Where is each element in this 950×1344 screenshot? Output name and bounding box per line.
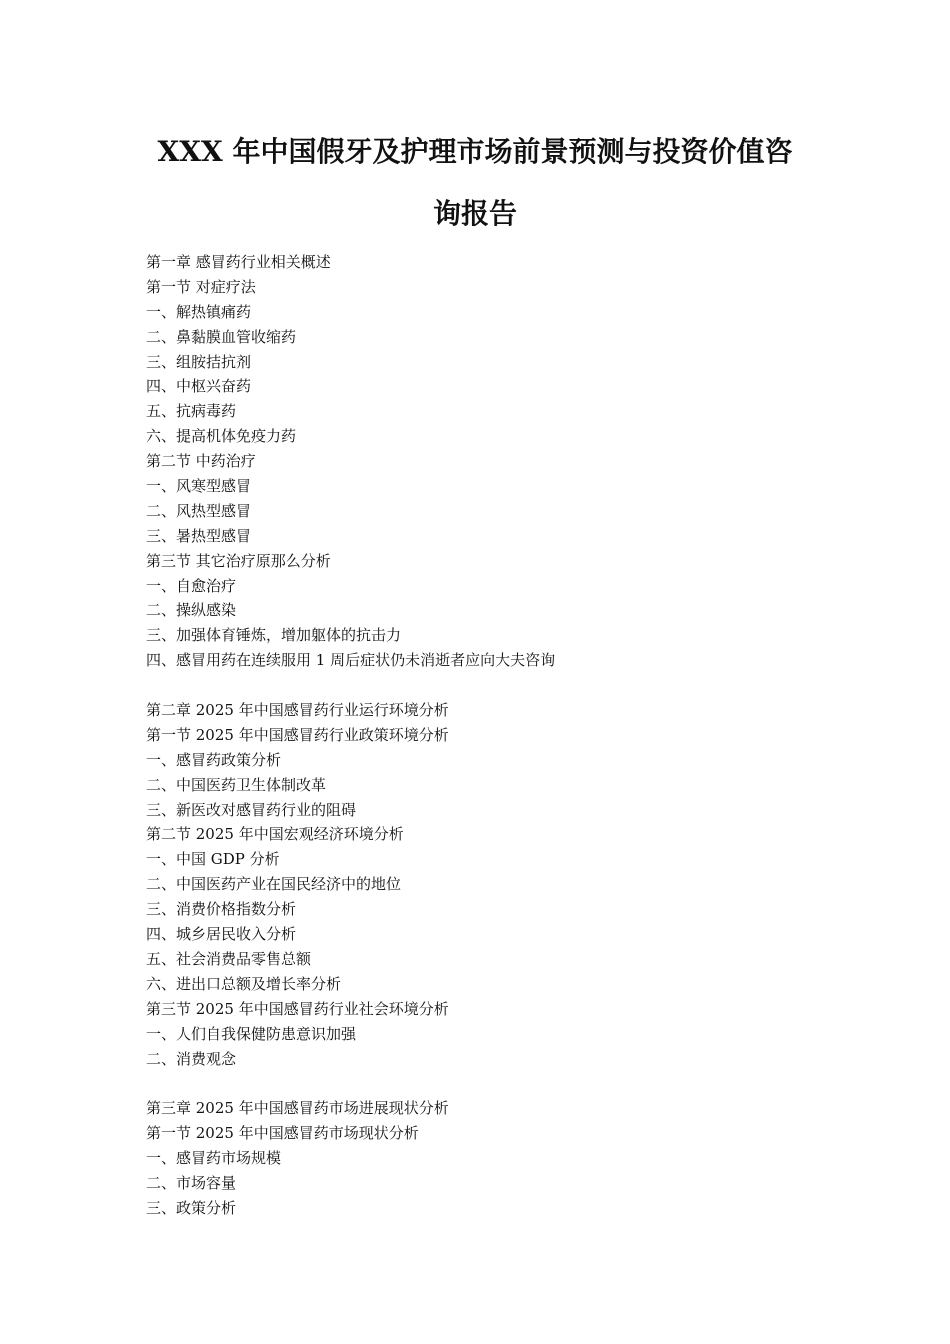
toc-entry: 四、感冒用药在连续服用 1 周后症状仍未消逝者应向大夫咨询: [146, 651, 556, 670]
toc-entry: 三、加强体育锤炼，增加躯体的抗击力: [146, 626, 402, 645]
toc-entry: 三、消费价格指数分析: [146, 900, 297, 919]
toc-entry: 二、中国医药卫生体制改革: [146, 775, 327, 794]
toc-entry: 二、风热型感冒: [146, 501, 252, 520]
toc-entry: 六、进出口总额及增长率分析: [146, 974, 342, 993]
toc-entry: 五、社会消费品零售总额: [146, 949, 312, 968]
table-of-contents: [146, 250, 846, 1221]
toc-entry: 第三章 2025 年中国感冒药市场进展现状分析: [146, 1099, 449, 1118]
document-title-line-1: XXX 年中国假牙及护理市场前景预测与投资价值咨: [157, 135, 793, 168]
toc-entry: 第一章 感冒药行业相关概述: [146, 253, 331, 271]
toc-entry: 四、中枢兴奋药: [146, 377, 252, 396]
toc-entry: 第一节 2025 年中国感冒药市场现状分析: [146, 1124, 419, 1143]
toc-entry: 二、操纵感染: [146, 601, 237, 620]
toc-entry: 第二章 2025 年中国感冒药行业运行环境分析: [146, 701, 449, 720]
toc-entry: 二、鼻黏膜血管收缩药: [146, 327, 297, 346]
toc-entry: 一、感冒药市场规模: [146, 1149, 282, 1168]
document-title-line-2: 询报告: [432, 197, 517, 230]
toc-entry: 一、人们自我保健防患意识加强: [146, 1024, 357, 1043]
toc-entry: 二、市场容量: [146, 1173, 237, 1192]
toc-entry: 三、新医改对感冒药行业的阻碍: [146, 800, 357, 819]
toc-spacer: [146, 1071, 846, 1096]
toc-entry: 一、自愈治疗: [146, 576, 237, 595]
toc-entry: 二、消费观念: [146, 1049, 237, 1068]
toc-entry: 一、风寒型感冒: [146, 477, 252, 496]
document-title: [120, 121, 830, 245]
toc-entry: 一、解热镇痛药: [146, 302, 252, 321]
toc-entry: 三、政策分析: [146, 1198, 237, 1217]
toc-entry: 四、城乡居民收入分析: [146, 925, 297, 944]
toc-entry: 第一节 2025 年中国感冒药行业政策环境分析: [146, 725, 449, 744]
toc-entry: 第三节 2025 年中国感冒药行业社会环境分析: [146, 999, 449, 1018]
toc-entry: 二、中国医药产业在国民经济中的地位: [146, 875, 402, 894]
toc-entry: 六、提高机体免疫力药: [146, 427, 297, 446]
toc-entry: 第三节 其它治疗原那么分析: [146, 551, 331, 570]
toc-entry: 第一节 对症疗法: [146, 277, 256, 296]
toc-entry: 一、感冒药政策分析: [146, 750, 282, 769]
toc-entry: 一、中国 GDP 分析: [146, 850, 280, 869]
toc-entry: 三、组胺拮抗剂: [146, 352, 252, 371]
toc-entry: 第二节 2025 年中国宏观经济环境分析: [146, 825, 404, 844]
toc-entry: 三、暑热型感冒: [146, 526, 252, 545]
toc-entry: 五、抗病毒药: [146, 402, 237, 421]
toc-spacer: [146, 673, 846, 698]
toc-entry: 第二节 中药治疗: [146, 452, 256, 471]
